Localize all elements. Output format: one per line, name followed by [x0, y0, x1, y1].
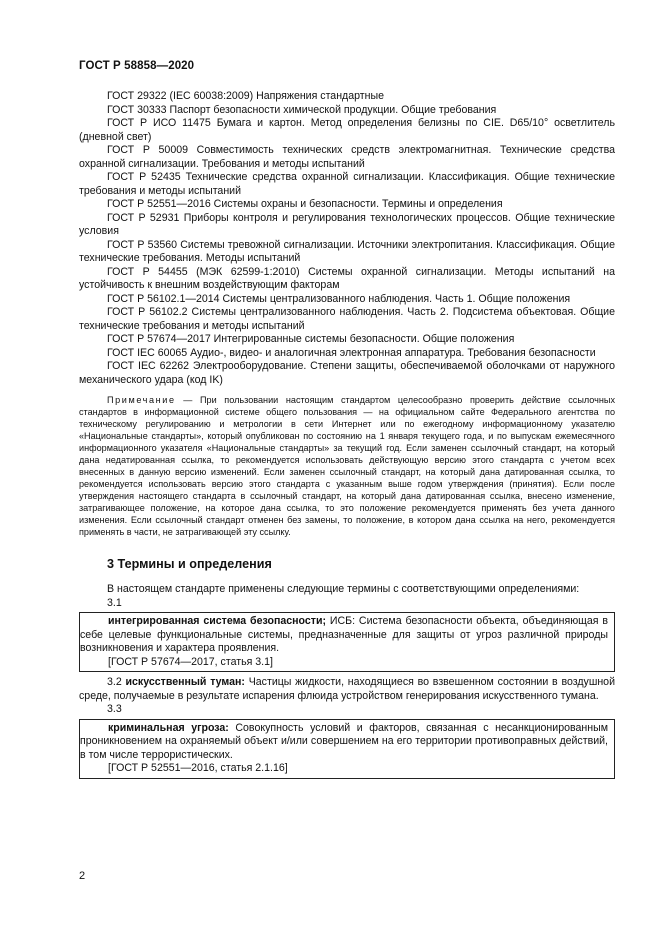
reference-item: ГОСТ Р ИСО 11475 Бумага и картон. Метод определения белизны по CIE. D65/10° осветлитель (дневной свет): [79, 117, 615, 143]
term-definition: Частицы жидкости, находящиеся во взвешенном состоянии в воздушной среде, получаемые в результате испарения флюида устройством генерирования искусственного тумана.: [79, 676, 615, 702]
term-source: [ГОСТ Р 52551—2016, статья 2.1.16]: [108, 762, 288, 774]
reference-list: [79, 90, 615, 387]
term-name: искусственный туман:: [125, 676, 245, 688]
normative-references: [79, 90, 615, 538]
term-number: 3.2: [107, 676, 122, 688]
reference-item: ГОСТ Р 53560 Системы тревожной сигнализации. Источники электропитания. Классификация. Общие технические требования. Методы испытаний: [79, 238, 615, 264]
reference-item: ГОСТ Р 52551—2016 Системы охраны и безопасности. Термины и определения: [107, 198, 503, 210]
document-code-header: ГОСТ Р 58858—2020: [79, 60, 195, 72]
terms-section: [79, 583, 615, 783]
reference-item: ГОСТ Р 56102.2 Системы централизованного наблюдения. Часть 2. Подсистема объектовая. Общие технические требования и методы испытаний: [79, 306, 615, 332]
reference-item: ГОСТ Р 54455 (МЭК 62599-1:2010) Системы охранной сигнализации. Методы испытаний на устойчивость к внешним воздействующим факторам: [79, 265, 615, 291]
term-entry-3-2: [79, 676, 615, 703]
term-definition: ИСБ: Система безопасности объекта, объединяющая в себе целевые функциональные системы, предназначенные для защиты от угроз различной природы возникновения и характера проявления.: [80, 615, 609, 654]
term-number: 3.3: [107, 703, 122, 715]
term-entry: [80, 615, 608, 656]
term-name: криминальная угроза:: [108, 721, 229, 734]
note-text: — При пользовании настоящим стандартом целесообразно проверить действие ссылочных стандартов в информационной системе общего пользования — на официальном сайте Федерального агентства по техническому регулированию и метрологии в сети Интернет или по ежегодному информационному указателю «Национальные стандарты», который опубликован по состоянию на 1 января текущего года, и по выпускам ежемесячного информационного указателя «Национальные стандарты» за текущий год. Если заменен ссылочный стандарт, на который дана недатированная ссылка, то рекомендуется использовать действующую версию этого стандарта с учетом всех внесенных в данную версию изменений. Если заменен ссылочный стандарт, на который дана датированная ссылка, то рекомендуется использовать версию этого стандарта с указанным выше годом утверждения (принятия). Если после утверждения настоящего стандарта в ссылочный стандарт, на который дана датированная ссылка, внесено изменение, затрагивающее положение, на которое дана ссылка, то это положение рекомендуется применять без учета данного изменения. Если ссылочный стандарт отменен без замены, то положение, в котором дана ссылка на него, рекомендуется применять в части, не затрагивающей эту ссылку.: [79, 395, 615, 537]
section-title: 3 Термины и определения: [107, 557, 272, 571]
note-paragraph: [79, 394, 615, 538]
term-source: [ГОСТ Р 57674—2017, статья 3.1]: [108, 655, 273, 668]
term-box-3-3: [79, 719, 615, 779]
reference-item: ГОСТ Р 50009 Совместимость технических средств электромагнитная. Технические средства охранной сигнализации. Требования и методы испытаний: [79, 144, 615, 170]
term-definition: Совокупность условий и факторов, связанная с несанкционированным проникновением на охраняемый объект и/или совершением на его территории противоправных действий, в том числе террористических.: [80, 721, 608, 761]
term-entry: [80, 722, 608, 763]
reference-item: ГОСТ 29322 (IEC 60038:2009) Напряжения стандартные: [107, 90, 384, 102]
term-number: 3.1: [107, 596, 122, 609]
reference-item: ГОСТ Р 56102.1—2014 Системы централизованного наблюдения. Часть 1. Общие положения: [107, 292, 571, 305]
reference-item: ГОСТ Р 52931 Приборы контроля и регулирования технологических процессов. Общие технические условия: [79, 211, 615, 237]
reference-item: ГОСТ Р 57674—2017 Интегрированные системы безопасности. Общие положения: [107, 333, 515, 345]
section-intro: В настоящем стандарте применены следующие термины с соответствующими определениями:: [107, 583, 580, 595]
term-name: интегрированная система безопасности;: [108, 615, 326, 627]
reference-item: ГОСТ IEC 60065 Аудио-, видео- и аналогичная электронная аппаратура. Требования безопасности: [107, 346, 596, 359]
reference-item: ГОСТ IEC 62262 Электрооборудование. Степени защиты, обеспечиваемой оболочками от наружного механического удара (код IK): [79, 360, 615, 386]
term-box-3-1: [79, 612, 615, 672]
reference-item: ГОСТ 30333 Паспорт безопасности химической продукции. Общие требования: [107, 103, 497, 116]
reference-item: ГОСТ Р 52435 Технические средства охранной сигнализации. Классификация. Общие технические требования и методы испытаний: [79, 171, 615, 197]
page-number: 2: [79, 870, 86, 882]
note-label: Примечание: [107, 395, 176, 405]
